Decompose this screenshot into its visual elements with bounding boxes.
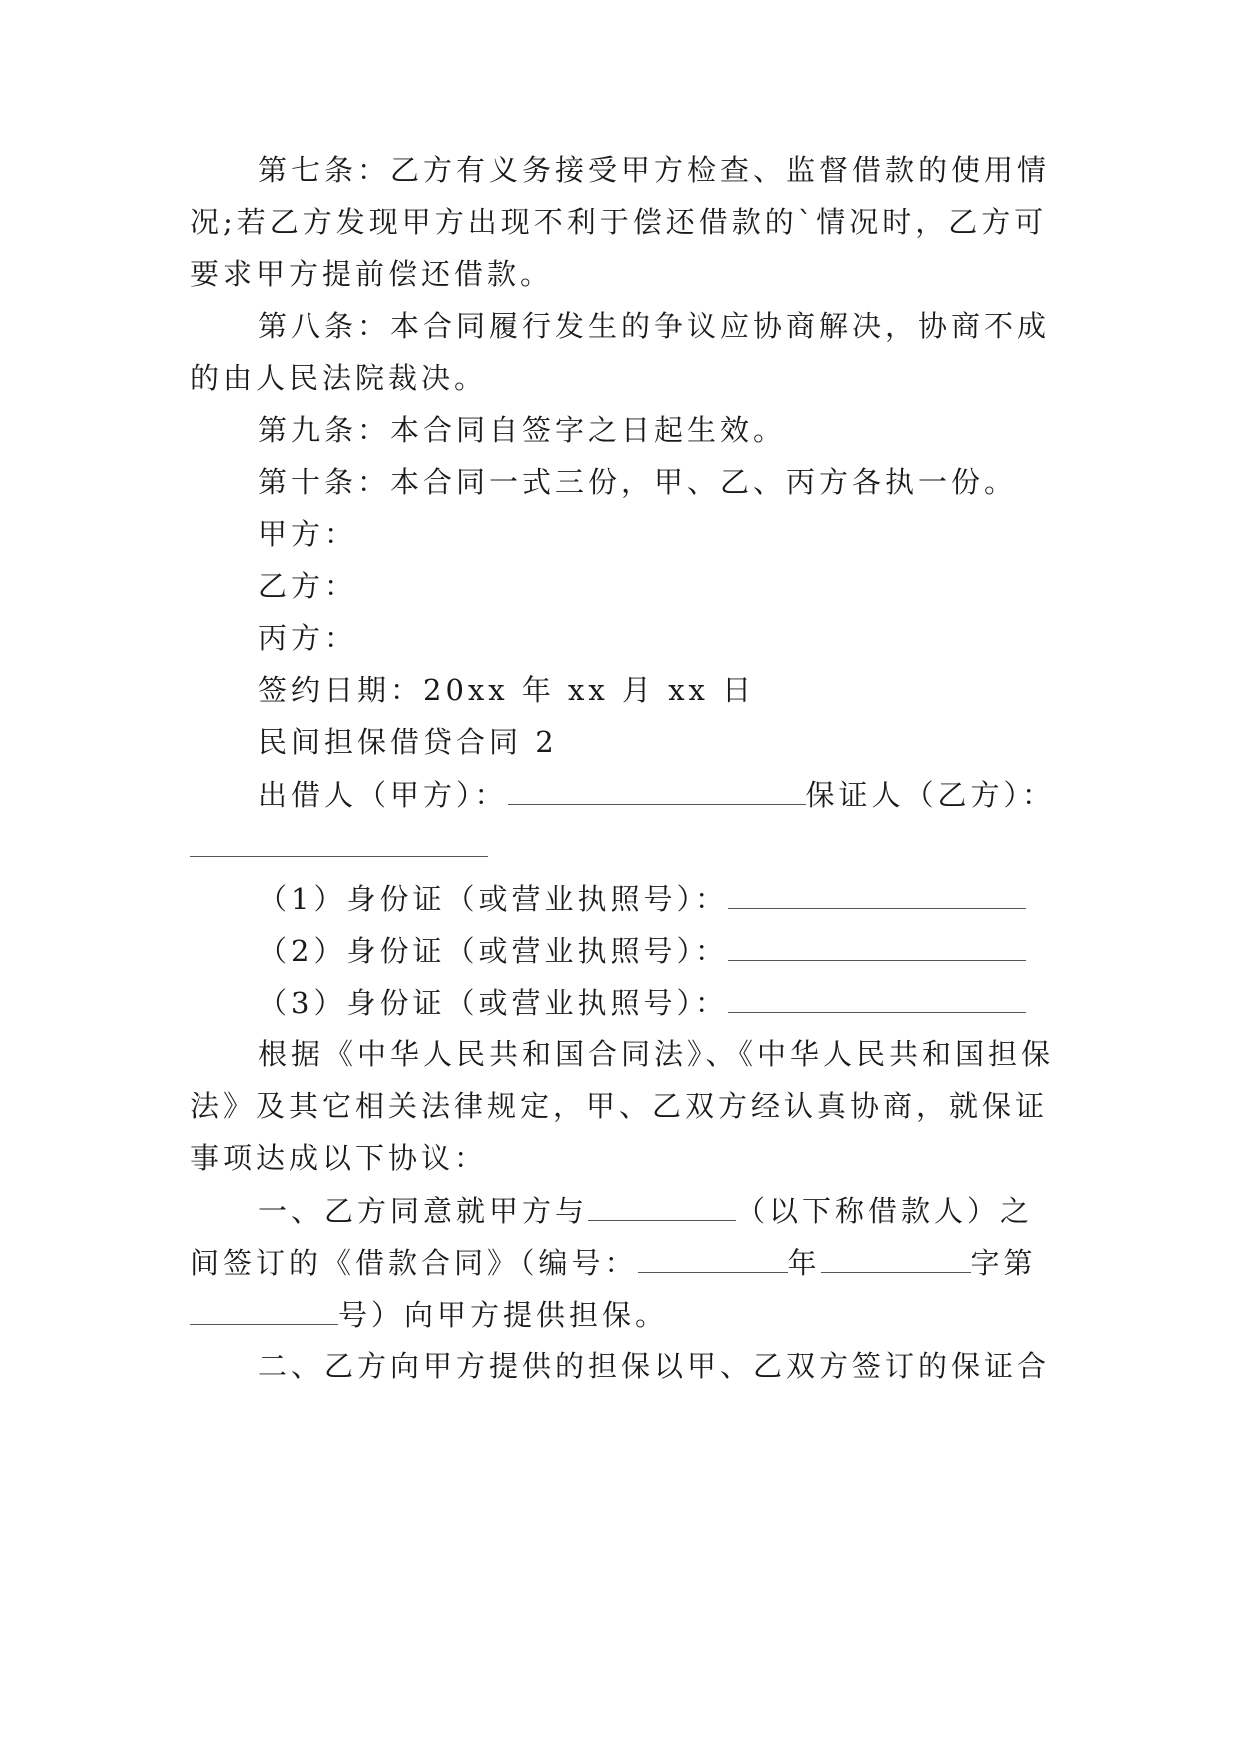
id-item-2-blank — [728, 930, 1026, 961]
id-item-1 — [258, 878, 1026, 919]
sign-date: 签约日期：20xx 年 xx 月 xx 日 — [258, 673, 756, 707]
preamble-line-3: 事项达成以下协议： — [190, 1141, 488, 1175]
clause-1-line-3 — [190, 1294, 668, 1335]
contract-2-title: 民间担保借贷合同 2 — [258, 725, 558, 759]
clause-1-part-1: 一、乙方同意就甲方与 — [258, 1194, 589, 1228]
lender-guarantor-line — [258, 774, 1055, 815]
article-7-line-3: 要求甲方提前偿还借款。 — [190, 257, 554, 291]
id-item-2 — [258, 930, 1026, 971]
guarantor-label: 保证人（乙方）： — [805, 778, 1056, 812]
contract-number-blank-3 — [190, 1294, 338, 1325]
id-item-2-label: （2）身份证（或营业执照号）： — [258, 934, 728, 968]
preamble-line-2: 法》及其它相关法律规定，甲、乙双方经认真协商，就保证 — [190, 1089, 1049, 1123]
preamble-line-1: 根据《中华人民共和国合同法》、《中华人民共和国担保 — [258, 1037, 1055, 1071]
id-item-1-label: （1）身份证（或营业执照号）： — [258, 882, 728, 916]
clause-2-line-1: 二、乙方向甲方提供的担保以甲、乙双方签订的保证合 — [258, 1349, 1051, 1383]
article-8-line-1: 第八条：本合同履行发生的争议应协商解决，协商不成 — [258, 309, 1051, 343]
contract-number-blank-2 — [821, 1242, 971, 1273]
article-7-line-2: 况;若乙方发现甲方出现不利于偿还借款的`情况时，乙方可 — [190, 205, 1048, 239]
party-b-signature: 乙方： — [258, 569, 358, 603]
article-10: 第十条：本合同一式三份，甲、乙、丙方各执一份。 — [258, 465, 1018, 499]
id-item-3 — [258, 982, 1026, 1023]
clause-1-part-4: 年 — [787, 1246, 821, 1280]
clause-1-part-6: 号）向甲方提供担保。 — [338, 1298, 669, 1332]
article-7-line-1: 第七条：乙方有义务接受甲方检查、监督借款的使用情 — [258, 153, 1051, 187]
article-8-line-2: 的由人民法院裁决。 — [190, 361, 488, 395]
lender-blank — [508, 774, 806, 805]
article-9: 第九条：本合同自签字之日起生效。 — [258, 413, 787, 447]
party-c-signature: 丙方： — [258, 621, 358, 655]
clause-1-line-1 — [258, 1190, 1033, 1231]
guarantor-blank-line — [190, 826, 488, 867]
id-item-1-blank — [728, 878, 1026, 909]
party-a-signature: 甲方： — [258, 517, 358, 551]
clause-1-part-5: 字第 — [970, 1246, 1037, 1280]
clause-1-line-2 — [190, 1242, 1037, 1283]
lender-label: 出借人（甲方）： — [258, 778, 508, 812]
contract-number-blank-1 — [638, 1242, 788, 1273]
clause-1-part-2: （以下称借款人）之 — [736, 1194, 1034, 1228]
id-item-3-label: （3）身份证（或营业执照号）： — [258, 986, 728, 1020]
borrower-blank — [588, 1190, 736, 1221]
clause-1-part-3: 间签订的《借款合同》（编号： — [190, 1246, 638, 1280]
id-item-3-blank — [728, 982, 1026, 1013]
guarantor-blank — [190, 826, 488, 857]
